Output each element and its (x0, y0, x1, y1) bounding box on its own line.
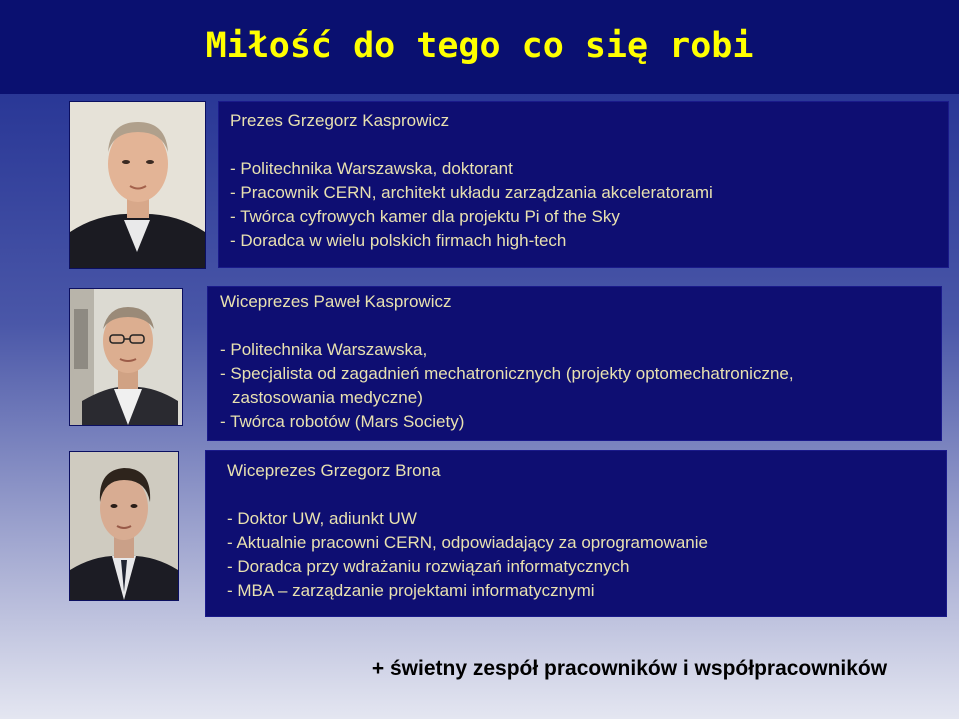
box-heading: Wiceprezes Paweł Kasprowicz (220, 292, 452, 311)
footer-note: + świetny zespół pracowników i współpracowników (371, 657, 888, 680)
box-line: - Doktor UW, adiunkt UW (227, 509, 417, 528)
box-line: - Pracownik CERN, architekt układu zarządzania akceleratorami (230, 183, 713, 202)
box-line: - Twórca cyfrowych kamer dla projektu Pi of the Sky (230, 207, 620, 226)
box-line: - Politechnika Warszawska, doktorant (230, 159, 513, 178)
photo-pawel-kasprowicz (69, 288, 183, 426)
box-line: - Politechnika Warszawska, (220, 340, 428, 359)
photo-grzegorz-kasprowicz (69, 101, 206, 269)
box-line: - MBA – zarządzanie projektami informatycznymi (227, 581, 595, 600)
box-line: - Doradca przy wdrażaniu rozwiązań informatycznych (227, 557, 630, 576)
box-line: - Specjalista od zagadnień mechatronicznych (projekty optomechatroniczne, (220, 364, 794, 383)
info-box-grzegorz-brona (205, 450, 947, 617)
page-title: Miłość do tego co się robi (205, 26, 754, 66)
box-line: - Doradca w wielu polskich firmach high-tech (230, 231, 567, 250)
info-box-pawel-kasprowicz (207, 286, 942, 441)
photo-grzegorz-brona (69, 451, 179, 601)
info-box-grzegorz-kasprowicz (218, 101, 949, 268)
box-line: zastosowania medyczne) (232, 388, 423, 407)
box-line: - Twórca robotów (Mars Society) (220, 412, 465, 431)
box-heading: Prezes Grzegorz Kasprowicz (230, 111, 450, 130)
box-line: - Aktualnie pracowni CERN, odpowiadający za oprogramowanie (227, 533, 708, 552)
box-heading: Wiceprezes Grzegorz Brona (227, 461, 441, 480)
